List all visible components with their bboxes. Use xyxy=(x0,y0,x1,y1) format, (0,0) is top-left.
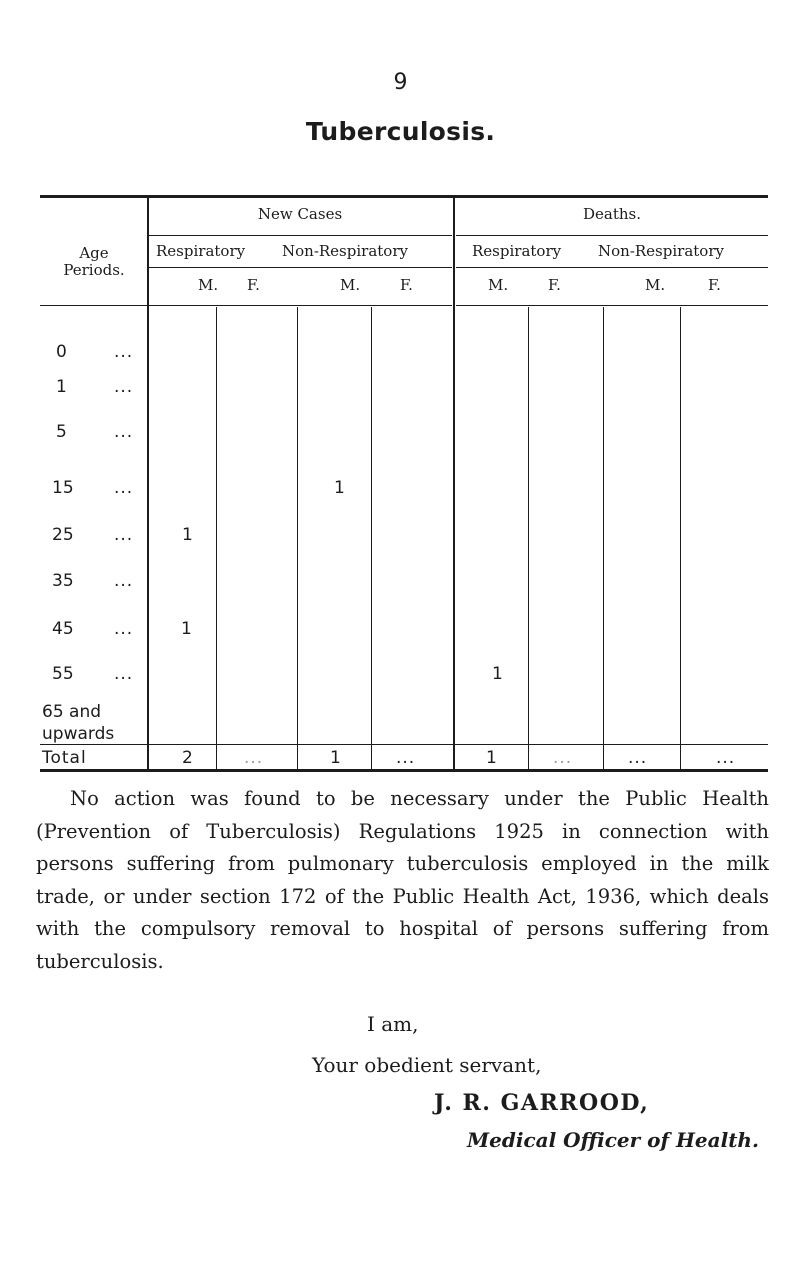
cell-new-resp-m: 1 xyxy=(181,619,192,639)
row-age: 45 xyxy=(52,619,74,639)
age-header xyxy=(40,245,148,279)
sub-header-m: M. xyxy=(488,276,509,294)
total-new-nonresp-m: 1 xyxy=(330,748,341,768)
page-number: 9 xyxy=(393,70,408,95)
sub-header-m: M. xyxy=(340,276,361,294)
sub-header-m: M. xyxy=(198,276,219,294)
closing-line: Your obedient servant, xyxy=(312,1053,542,1077)
vertical-rule-deaths-resp-f xyxy=(528,307,529,769)
vertical-rule-age xyxy=(147,198,149,769)
total-label: Total xyxy=(42,748,87,768)
signature-name: J. R. GARROOD, xyxy=(434,1090,650,1116)
header-bottom-rule-age xyxy=(40,305,148,306)
header-bottom-rule-new xyxy=(148,305,452,306)
row-age: 0 xyxy=(56,342,67,362)
total-deaths-resp-f: ... xyxy=(553,748,573,768)
row-age: 1 xyxy=(56,377,67,397)
vertical-rule-deaths-nonresp-m xyxy=(603,307,604,769)
row-leader-dots: ... xyxy=(114,478,134,498)
new-cases-header: New Cases xyxy=(257,205,343,223)
total-deaths-nonresp-f: ... xyxy=(716,748,736,768)
deaths-respiratory-header: Respiratory xyxy=(472,242,562,260)
row-age: 15 xyxy=(52,478,74,498)
sub-header-f: F. xyxy=(247,276,260,294)
row-leader-dots: ... xyxy=(114,377,134,397)
vertical-rule-deaths-nonresp-f xyxy=(680,307,681,769)
deaths-header: Deaths. xyxy=(582,205,641,223)
vertical-rule-new-nonresp-f xyxy=(371,307,372,769)
row-age: 25 xyxy=(52,525,74,545)
table-bottom-rule xyxy=(40,769,768,772)
subheader-rule-new xyxy=(148,267,452,268)
subheader-rule-deaths xyxy=(456,267,768,268)
row-age: 5 xyxy=(56,422,67,442)
age-header-line: Periods. xyxy=(63,261,125,279)
sub-header-f: F. xyxy=(708,276,721,294)
page-title: Tuberculosis. xyxy=(305,117,496,146)
vertical-rule-deaths xyxy=(453,198,455,769)
row-age-line: 65 and xyxy=(42,702,102,722)
row-leader-dots: ... xyxy=(114,619,134,639)
row-leader-dots: ... xyxy=(114,571,134,591)
total-new-nonresp-f: ... xyxy=(396,748,416,768)
vertical-rule-new-nonresp-m xyxy=(297,307,298,769)
total-deaths-resp-m: 1 xyxy=(486,748,497,768)
row-age: 35 xyxy=(52,571,74,591)
row-age-line: upwards xyxy=(42,724,115,744)
row-leader-dots: ... xyxy=(114,664,134,684)
cell-new-nonresp-m: 1 xyxy=(334,478,345,498)
closing-line: I am, xyxy=(367,1012,419,1036)
new-respiratory-header: Respiratory xyxy=(156,242,246,260)
total-new-resp-m: 2 xyxy=(182,748,193,768)
group-header-rule-new xyxy=(148,235,452,236)
group-header-rule-deaths xyxy=(456,235,768,236)
signature-designation: Medical Officer of Health. xyxy=(467,1128,759,1152)
vertical-rule-new-resp-f xyxy=(216,307,217,769)
row-leader-dots: ... xyxy=(114,525,134,545)
row-age: 55 xyxy=(52,664,74,684)
new-non-respiratory-header: Non-Respiratory xyxy=(282,242,408,260)
total-new-resp-f: ... xyxy=(244,748,264,768)
total-row-rule xyxy=(40,744,768,745)
row-leader-dots: ... xyxy=(114,342,134,362)
age-header-line: Age xyxy=(79,244,109,262)
row-age-last xyxy=(42,701,114,745)
sub-header-m: M. xyxy=(645,276,666,294)
cell-new-resp-m: 1 xyxy=(182,525,193,545)
table-top-rule xyxy=(40,195,768,198)
cell-deaths-resp-m: 1 xyxy=(492,664,503,684)
body-paragraph: No action was found to be necessary under the Public Health (Prevention of Tuberculosis) Regulations 1925 in connection with persons suffering from pulmonary tuberculosis employed in the milk trade, or under section 172 of the Public Health Act, 1936, which deals with the compulsory removal to hospital of persons suffering from tuberculosis. xyxy=(36,787,769,973)
row-leader-dots: ... xyxy=(114,422,134,442)
total-deaths-nonresp-m: ... xyxy=(628,748,648,768)
deaths-non-respiratory-header: Non-Respiratory xyxy=(598,242,724,260)
sub-header-f: F. xyxy=(548,276,561,294)
sub-header-f: F. xyxy=(400,276,413,294)
header-bottom-rule-deaths xyxy=(456,305,768,306)
